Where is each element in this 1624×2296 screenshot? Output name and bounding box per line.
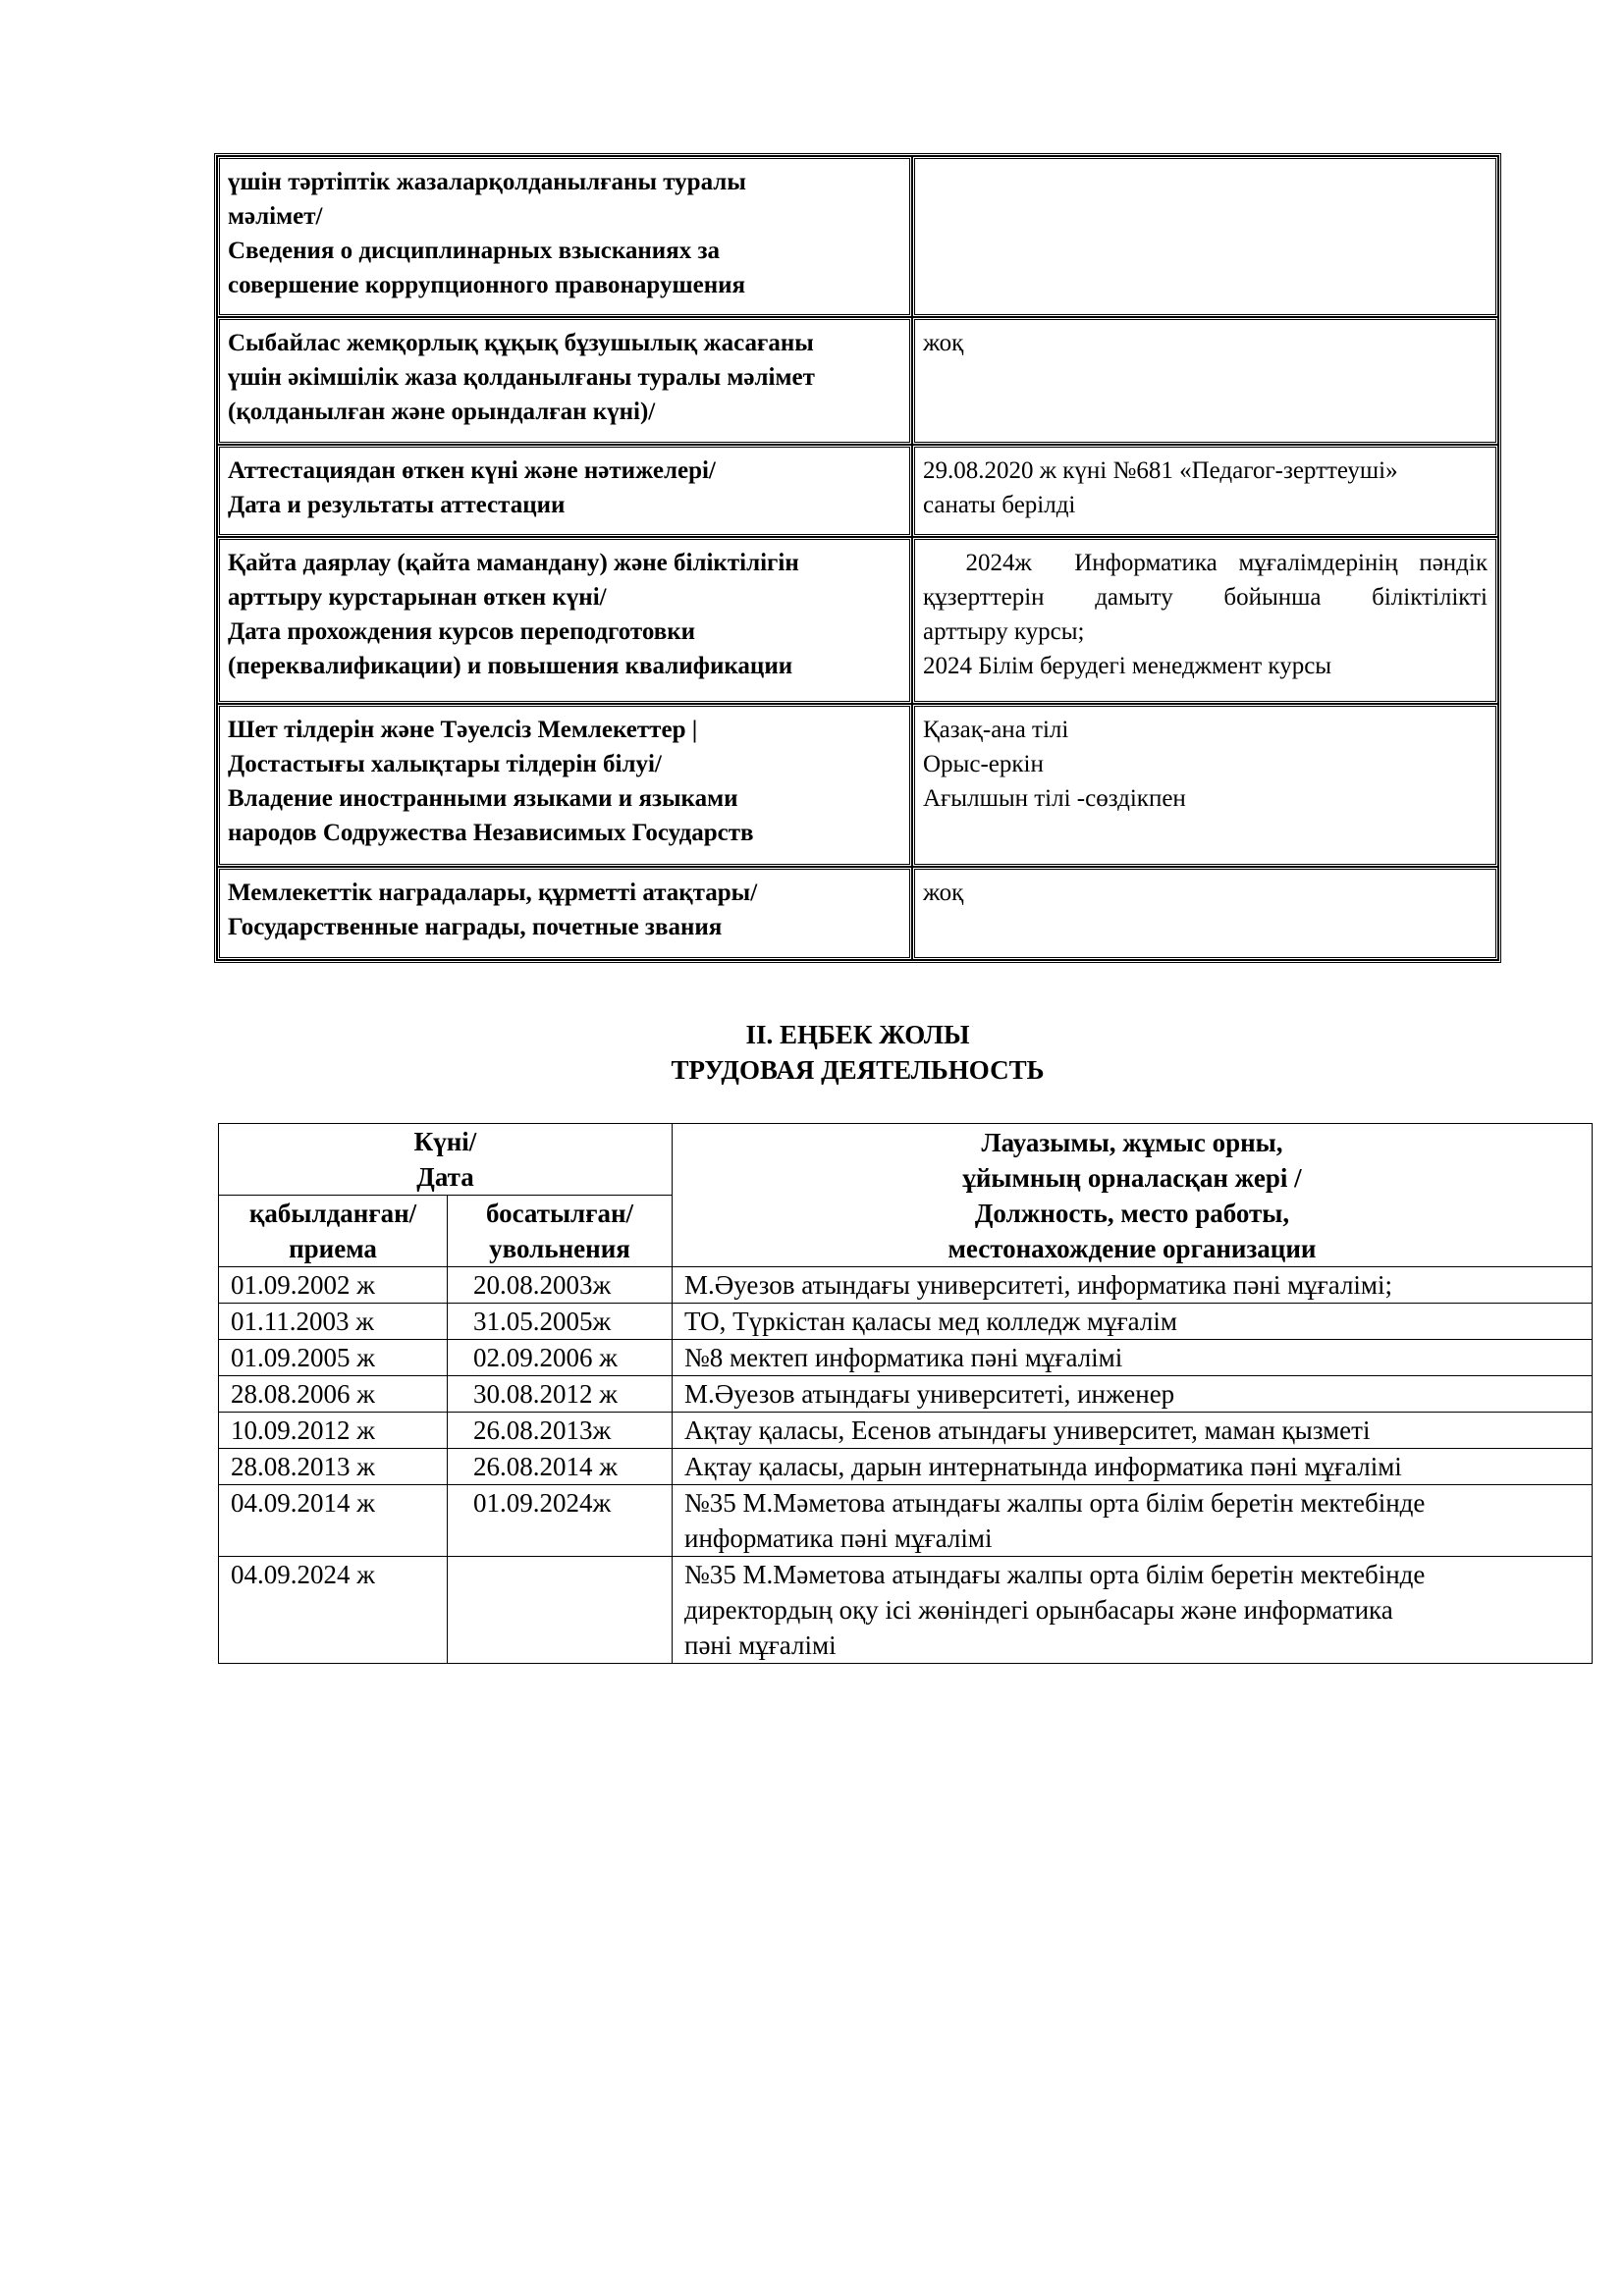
info-value-line: 2024ж Информатика мұғалімдерінің пәндік — [923, 550, 1488, 576]
info-label-cell — [217, 704, 912, 867]
info-row — [217, 704, 1498, 867]
work-position-line: №8 мектеп информатика пәні мұғалімі — [684, 1343, 1123, 1372]
work-row — [219, 1485, 1593, 1557]
header-position-line: Лауазымы, жұмыс орны, — [981, 1127, 1283, 1157]
info-value-cell — [912, 445, 1498, 537]
work-position-line: Ақтау қаласы, дарын интернатында информатика пәні мұғалімі — [684, 1452, 1402, 1481]
work-end-date-text: 26.08.2014 ж — [473, 1452, 618, 1481]
info-label-line: Сведения о дисциплинарных взысканиях за — [228, 238, 720, 264]
info-row — [217, 537, 1498, 704]
work-end-date — [448, 1557, 673, 1664]
info-label-line: үшін тәртіптік жазаларқолданылғаны туралы — [228, 169, 746, 195]
work-end-date-text: 30.08.2012 ж — [473, 1379, 618, 1409]
work-position-line: пәні мұғалімі — [684, 1630, 837, 1660]
info-label-line: Аттестациядан өткен күні және нәтижелері/ — [228, 457, 716, 484]
work-end-date — [448, 1413, 673, 1449]
work-row — [219, 1267, 1593, 1304]
info-label-line: Шет тілдерін және Тәуелсіз Мемлекеттер | — [228, 717, 698, 743]
info-value-cell — [912, 317, 1498, 445]
work-end-date — [448, 1376, 673, 1413]
info-label-line: совершение коррупционного правонарушения — [228, 272, 746, 298]
header-position-line: Должность, место работы, — [974, 1198, 1290, 1228]
work-row — [219, 1376, 1593, 1413]
work-start-date: 28.08.2006 ж — [219, 1376, 448, 1413]
header-position-line: местонахождение организации — [947, 1233, 1317, 1263]
info-label-cell — [217, 156, 912, 317]
info-value-line: санаты берілді — [923, 492, 1076, 518]
work-position — [673, 1413, 1593, 1449]
work-position — [673, 1376, 1593, 1413]
work-end-date-text: 20.08.2003ж — [473, 1270, 612, 1300]
work-start-date: 01.11.2003 ж — [219, 1304, 448, 1340]
info-label-line: үшін әкімшілік жаза қолданылғаны туралы мәлімет — [228, 364, 815, 391]
info-row — [217, 156, 1498, 317]
work-position — [673, 1449, 1593, 1485]
info-value-line: жоқ — [923, 330, 964, 356]
work-position-line: директордың оқу ісі жөніндегі орынбасары және информатика — [684, 1595, 1393, 1625]
work-position-line: Ақтау қаласы, Есенов атындағы университет, маман қызметі — [684, 1415, 1371, 1445]
info-label-line: Мемлекеттік наградалары, құрметті атақтары/ — [228, 880, 758, 906]
section-title-ru: ТРУДОВАЯ ДЕЯТЕЛЬНОСТЬ — [671, 1055, 1045, 1085]
personal-info-body — [217, 156, 1498, 960]
header-position — [673, 1124, 1593, 1267]
info-row — [217, 867, 1498, 960]
work-position — [673, 1485, 1593, 1557]
work-end-date — [448, 1485, 673, 1557]
work-row — [219, 1340, 1593, 1376]
personal-info-table — [214, 153, 1501, 963]
header-date — [219, 1124, 673, 1196]
info-row — [217, 317, 1498, 445]
info-label-line: Достастығы халықтары тілдерін білуі/ — [228, 751, 662, 777]
info-label-line: Қайта даярлау (қайта мамандану) және біліктілігін — [228, 550, 799, 576]
info-label-line: (переквалификации) и повышения квалификации — [228, 653, 793, 679]
work-end-date — [448, 1304, 673, 1340]
info-value-cell — [912, 704, 1498, 867]
work-position-line: информатика пәні мұғалімі — [684, 1523, 993, 1553]
section-heading — [214, 1017, 1501, 1088]
info-label-line: народов Содружества Независимых Государств — [228, 820, 754, 846]
work-end-date — [448, 1267, 673, 1304]
header-fired-ru: увольнения — [489, 1234, 630, 1263]
work-row — [219, 1449, 1593, 1485]
work-position-line: ТО, Түркістан қаласы мед колледж мұғалім — [684, 1307, 1177, 1336]
work-history-header — [219, 1124, 1593, 1267]
work-end-date-text: 31.05.2005ж — [473, 1307, 612, 1336]
info-label-line: Владение иностранными языками и языками — [228, 785, 738, 812]
work-position-line: М.Әуезов атындағы университеті, информатика пәні мұғалімі; — [684, 1270, 1393, 1300]
work-start-date: 04.09.2024 ж — [219, 1557, 448, 1664]
info-label-line: Дата прохождения курсов переподготовки — [228, 618, 696, 645]
work-start-date: 01.09.2002 ж — [219, 1267, 448, 1304]
info-value-line: Орыс-еркін — [923, 751, 1044, 777]
header-hired-kz: қабылданған/ — [248, 1199, 417, 1228]
info-label-cell — [217, 445, 912, 537]
work-end-date-text: 02.09.2006 ж — [473, 1343, 618, 1372]
info-value-cell — [912, 156, 1498, 317]
info-label-cell — [217, 317, 912, 445]
header-hired — [219, 1196, 448, 1267]
work-end-date — [448, 1449, 673, 1485]
info-value-line: Қазақ-ана тілі — [923, 717, 1069, 743]
work-start-date: 01.09.2005 ж — [219, 1340, 448, 1376]
work-position — [673, 1557, 1593, 1664]
info-label-line: мәлімет/ — [228, 203, 323, 230]
info-value-line: арттыру курсы; — [923, 618, 1085, 645]
info-value-line: құзерттерін дамыту бойынша біліктілікті — [923, 584, 1488, 611]
info-value-line: Ағылшын тілі -сөздікпен — [923, 785, 1186, 812]
work-start-date: 28.08.2013 ж — [219, 1449, 448, 1485]
work-position-line: М.Әуезов атындағы университеті, инженер — [684, 1379, 1175, 1409]
header-position-line: ұйымның орналасқан жері / — [962, 1162, 1302, 1193]
info-value-cell — [912, 537, 1498, 704]
work-start-date: 04.09.2014 ж — [219, 1485, 448, 1557]
work-row — [219, 1413, 1593, 1449]
info-label-cell — [217, 537, 912, 704]
info-label-cell — [217, 867, 912, 960]
work-position-line: №35 М.Мәметова атындағы жалпы орта білім беретін мектебінде — [684, 1560, 1426, 1589]
info-value-line: 2024 Білім берудегі менеджмент курсы — [923, 653, 1332, 679]
header-fired — [448, 1196, 673, 1267]
work-end-date — [448, 1340, 673, 1376]
info-label-line: Государственные награды, почетные звания — [228, 914, 723, 940]
work-position-line: №35 М.Мәметова атындағы жалпы орта білім беретін мектебінде — [684, 1488, 1426, 1518]
section-title-kz: II. ЕҢБЕК ЖОЛЫ — [745, 1020, 970, 1049]
work-end-date-text: 01.09.2024ж — [473, 1488, 612, 1518]
work-position — [673, 1340, 1593, 1376]
work-end-date-text: 26.08.2013ж — [473, 1415, 612, 1445]
info-row — [217, 445, 1498, 537]
work-position — [673, 1304, 1593, 1340]
info-label-line: Дата и результаты аттестации — [228, 492, 566, 518]
work-row — [219, 1557, 1593, 1664]
work-position — [673, 1267, 1593, 1304]
info-value-cell — [912, 867, 1498, 960]
header-fired-kz: босатылған/ — [485, 1199, 634, 1228]
info-value-line: жоқ — [923, 880, 964, 906]
work-start-date: 10.09.2012 ж — [219, 1413, 448, 1449]
work-history-body — [219, 1267, 1593, 1664]
info-label-line: Сыбайлас жемқорлық құқық бұзушылық жасағаны — [228, 330, 814, 356]
info-value-line: 29.08.2020 ж күні №681 «Педагог-зерттеуші» — [923, 457, 1398, 484]
info-label-line: арттыру курстарынан өткен күні/ — [228, 584, 607, 611]
header-hired-ru: приема — [289, 1234, 377, 1263]
work-history-table — [218, 1123, 1593, 1664]
header-date-kz: Күні/ — [413, 1127, 477, 1156]
header-date-ru: Дата — [416, 1162, 474, 1192]
work-row — [219, 1304, 1593, 1340]
info-label-line: (қолданылған және орындалған күні)/ — [228, 399, 656, 425]
